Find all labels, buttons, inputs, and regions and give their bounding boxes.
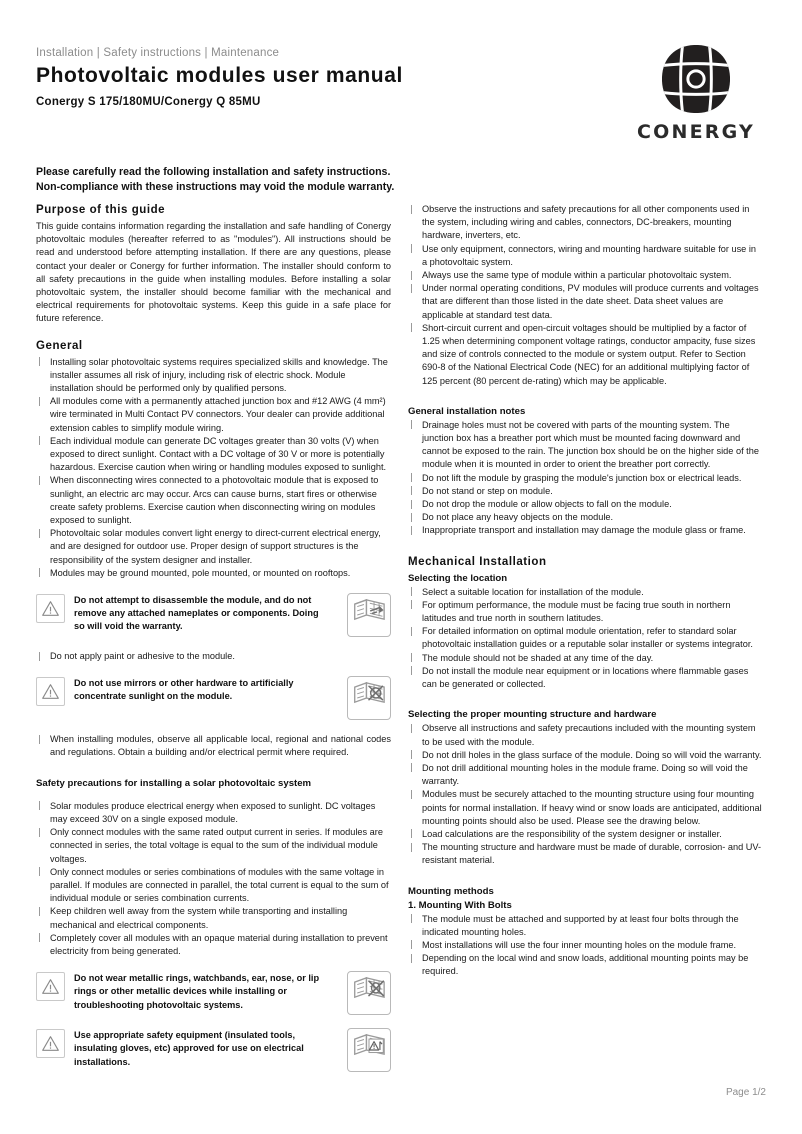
bullet-bar-icon — [39, 397, 40, 406]
list-item — [408, 913, 763, 939]
bullet-bar-icon — [411, 420, 412, 429]
warning-triangle-icon — [36, 594, 65, 623]
after-warning-1-list — [36, 650, 391, 663]
list-item-text: The module must be attached and supported by at least four bolts through the indicated mounting holes. — [422, 913, 739, 937]
warning-triangle-icon — [36, 972, 65, 1001]
list-item-text: Observe all instructions and safety precautions included with the mounting system to be used with the module. — [422, 723, 756, 747]
method-1-list — [408, 913, 763, 979]
list-item — [36, 567, 391, 580]
bullet-bar-icon — [39, 867, 40, 876]
list-item — [36, 826, 391, 866]
brand-logo — [626, 42, 766, 143]
section-heading-mounting-structure: Selecting the proper mounting structure and hardware — [408, 709, 657, 721]
list-item — [408, 282, 763, 322]
list-item — [36, 395, 391, 435]
bullet-bar-icon — [411, 750, 412, 759]
list-item-text: Only connect modules or series combinations of modules with the same voltage in parallel. If modules are connected in parallel, the total current is equal to the sum of individual module or series combination currents. — [50, 866, 389, 904]
bullet-bar-icon — [39, 735, 40, 744]
general-list — [36, 356, 391, 580]
section-heading-purpose: Purpose of this guide — [36, 204, 166, 216]
warning-box-mirrors — [36, 676, 391, 720]
install-notes-list — [408, 419, 763, 538]
list-item-text: Depending on the local wind and snow loads, additional mounting points may be required. — [422, 953, 749, 977]
list-item — [36, 905, 391, 931]
section-heading-safety-precautions: Safety precautions for installing a solar photovoltaic system — [36, 777, 312, 789]
list-item-text: Do not apply paint or adhesive to the module. — [50, 651, 235, 662]
bullet-bar-icon — [39, 933, 40, 942]
list-item-text: Do not place any heavy objects on the module. — [422, 512, 614, 523]
bullet-bar-icon — [39, 436, 40, 445]
list-item — [408, 625, 763, 651]
warning-triangle-glyph — [41, 600, 60, 617]
list-item — [36, 527, 391, 567]
list-item — [408, 788, 763, 828]
purpose-paragraph: This guide contains information regarding the installation and safe handling of Conergy photovoltaic modules (hereafter referred to as "modules"). All instructions should be read and understood before attempting installation. If there are any questions, please contact your dealer or Conergy for further information. The installer should conform to all safety precautions in the guide when installing modules. Before installing a solar photovoltaic system, the installer should become familiar with the mechanical and electrical requirements for photovoltaic systems. Keep this guide in a safe place for future reference. — [36, 221, 391, 324]
bullet-bar-icon — [411, 205, 412, 214]
list-item — [408, 939, 763, 952]
list-item-text: Under normal operating conditions, PV modules will produce currents and voltages that are different than those listed in the date sheet. Data sheet values are applicable at standard test data. — [422, 283, 759, 320]
list-item-text: Only connect modules with the same rated output current in series. If modules are connected in series, the total voltage is equal to the sum of the individual module voltages. — [50, 827, 383, 864]
bullet-bar-icon — [39, 529, 40, 538]
header-kicker: Installation | Safety instructions | Maintenance — [36, 47, 280, 59]
list-item-text: Use only equipment, connectors, wiring and mounting hardware suitable for use in a photovoltaic system. — [422, 243, 756, 267]
list-item-text: The module should not be shaded at any time of the day. — [422, 652, 654, 663]
list-item-text: Modules must be securely attached to the mounting structure using four mounting points for normal installation. If heavy wind or snow loads are anticipated, additional mounting points should also be used. Please see the drawing below. — [422, 789, 762, 826]
list-item — [408, 511, 763, 524]
bullet-bar-icon — [411, 653, 412, 662]
bullet-bar-icon — [411, 513, 412, 522]
bullet-bar-icon — [411, 627, 412, 636]
list-item — [408, 485, 763, 498]
no-disassemble-module-picto-icon — [347, 593, 391, 637]
bullet-bar-icon — [411, 244, 412, 253]
bullet-bar-icon — [411, 724, 412, 733]
section-heading-selecting-location: Selecting the location — [408, 572, 508, 584]
list-item — [408, 524, 763, 537]
list-item-text: Photovoltaic solar modules convert light energy to direct-current electrical energy, and are designed for outdoor use. Proper design of support structures is the responsibility of the system designer and installer. — [50, 528, 381, 565]
list-item — [408, 498, 763, 511]
list-item — [408, 599, 763, 625]
list-item — [408, 722, 763, 748]
warning-triangle-glyph — [41, 1035, 60, 1052]
warning-triangle-glyph — [41, 978, 60, 995]
list-item-text: Select a suitable location for installation of the module. — [422, 586, 644, 597]
bullet-bar-icon — [411, 284, 412, 293]
list-item — [408, 828, 763, 841]
bullet-bar-icon — [411, 600, 412, 609]
section-heading-method-1: 1. Mounting With Bolts — [408, 899, 512, 911]
list-item-text: Do not drill additional mounting holes in the module frame. Doing so will void the warranty. — [422, 762, 748, 787]
list-item-text: Completely cover all modules with an opaque material during installation to prevent electricity from being generated. — [50, 932, 388, 956]
no-mirror-concentration-picto-icon — [347, 676, 391, 720]
list-item — [408, 952, 763, 978]
bullet-bar-icon — [411, 940, 412, 949]
page-title: Photovoltaic modules user manual — [36, 64, 403, 87]
list-item — [36, 932, 391, 958]
list-item — [408, 586, 763, 599]
list-item — [36, 435, 391, 475]
warning-triangle-icon — [36, 1029, 65, 1058]
bullet-bar-icon — [411, 323, 412, 332]
section-heading-mounting-methods: Mounting methods — [408, 885, 494, 897]
warning-box-safety-equipment — [36, 1028, 391, 1072]
no-metallic-jewellery-picto-icon — [347, 971, 391, 1015]
document-header — [36, 46, 766, 146]
location-list — [408, 586, 763, 692]
list-item-text: When installing modules, observe all applicable local, regional and national codes and regulations. Obtain a building and/or electrical permit where required. — [50, 734, 391, 758]
bullet-bar-icon — [39, 568, 40, 577]
warning-triangle-icon — [36, 677, 65, 706]
bullet-bar-icon — [39, 801, 40, 810]
lead-line-2: Non-compliance with these instructions may void the module warranty. — [36, 180, 395, 193]
bullet-bar-icon — [411, 666, 412, 675]
bullet-bar-icon — [411, 486, 412, 495]
list-item — [408, 419, 763, 472]
list-item — [408, 243, 763, 269]
bullet-bar-icon — [411, 954, 412, 963]
list-item-text: All modules come with a permanently attached junction box and #12 AWG (4 mm²) wire terminated in Multi Contact PV connectors. Your dealer can provide additional extension cables to simplify module wiring. — [50, 396, 386, 433]
bullet-bar-icon — [39, 357, 40, 366]
list-item — [36, 650, 391, 663]
section-heading-general: General — [36, 339, 83, 352]
list-item-text: Do not drill holes in the glass surface of the module. Doing so will void the warranty. — [422, 749, 762, 760]
bullet-bar-icon — [411, 763, 412, 772]
list-item — [408, 322, 763, 388]
mounting-structure-list — [408, 722, 763, 867]
list-item-text: Keep children well away from the system while transporting and installing mechanical and electrical components. — [50, 906, 348, 930]
list-item-text: The mounting structure and hardware must be made of durable, corrosion- and UV-resistant material. — [422, 842, 762, 866]
bullet-bar-icon — [39, 652, 40, 661]
list-item — [36, 733, 391, 759]
list-item-text: Do not drop the module or allow objects to fall on the module. — [422, 499, 672, 510]
page-subtitle: Conergy S 175/180MU/Conergy Q 85MU — [36, 96, 261, 108]
after-warning-2-list — [36, 733, 391, 759]
warning-text: Use appropriate safety equipment (insulated tools, insulating gloves, etc) approved for use on electrical installations. — [74, 1030, 304, 1067]
list-item — [408, 841, 763, 867]
bullet-bar-icon — [411, 271, 412, 280]
warning-triangle-glyph — [41, 683, 60, 700]
right-top-list — [408, 203, 763, 388]
use-safety-equipment-picto-icon — [347, 1028, 391, 1072]
bullet-bar-icon — [39, 828, 40, 837]
list-item-text: Solar modules produce electrical energy when exposed to sunlight. DC voltages may exceed 30V on a single exposed module. — [50, 800, 376, 824]
list-item — [408, 665, 763, 691]
bullet-bar-icon — [39, 907, 40, 916]
warning-text: Do not wear metallic rings, watchbands, ear, nose, or lip rings or other metallic devices while installing or troubleshooting photovoltaic systems. — [74, 973, 320, 1010]
list-item — [36, 474, 391, 527]
list-item — [36, 866, 391, 906]
list-item-text: Drainage holes must not be covered with parts of the mounting system. The junction box has a breather port which must be mounted facing downward and cannot be exposed to the rain. The junction box should be on the higher side of the module when it is mounted in order to orient the breather port correctly. — [422, 419, 759, 470]
warning-box-metallic-jewellery — [36, 971, 391, 1015]
list-item — [36, 356, 391, 396]
list-item — [36, 800, 391, 826]
page-footer: Page 1/2 — [725, 1087, 766, 1098]
list-item-text: For optimum performance, the module must be facing true south in northern latitudes and true north in southern latitudes. — [422, 599, 731, 624]
list-item-text: Do not stand or step on module. — [422, 485, 553, 496]
bullet-bar-icon — [411, 829, 412, 838]
list-item-text: Modules may be ground mounted, pole mounted, or mounted on rooftops. — [50, 567, 351, 578]
list-item-text: Do not install the module near equipment or in locations where flammable gases can be generated or collected. — [422, 665, 749, 690]
list-item-text: Do not lift the module by grasping the module's junction box or electrical leads. — [422, 472, 742, 483]
brand-wordmark: CONERGY — [637, 121, 755, 143]
list-item-text: For detailed information on optimal module orientation, refer to standard solar photovoltaic installation guides or a reputable solar installer or systems integrator. — [422, 626, 753, 650]
list-item-text: Inappropriate transport and installation may damage the module glass or frame. — [422, 525, 746, 536]
right-column — [408, 203, 763, 979]
list-item-text: Load calculations are the responsibility of the system designer or installer. — [422, 828, 722, 839]
bullet-bar-icon — [411, 587, 412, 596]
list-item — [408, 749, 763, 762]
list-item — [408, 652, 763, 665]
list-item-text: Each individual module can generate DC voltages greater than 30 volts (V) when exposed to direct sunlight. Contact with a DC voltage of 30 V or more is potentially hazardous. Exercise caution when wiring or handling modules exposed to sunlight. — [50, 435, 387, 473]
list-item-text: When disconnecting wires connected to a photovoltaic module that is exposed to sunlight, an electric arc may occur. Arcs can cause burns, start fires or otherwise create safety problems. Exercise caution when disconnecting wiring on modules exposed to sunlight. — [50, 475, 379, 526]
list-item-text: Short-circuit current and open-circuit voltages should be multiplied by a factor of 1.25 when determining component voltage ratings, conductor ampacity, fuse sizes and size of controls connected to the module or system output. Refer to Section 690-8 of the National Electrical Code (NEC) for an additional multiplying factor of 125 percent (80 percent de-rating) which may be applicable. — [422, 322, 756, 386]
list-item-text: Installing solar photovoltaic systems requires specialized skills and knowledge. The installer assumes all risk of injury, including risk of electric shock. Module installation should be performed only by qualified persons. — [50, 356, 388, 394]
conergy-module-grid-logo-icon — [658, 42, 734, 116]
bullet-bar-icon — [411, 914, 412, 923]
bullet-bar-icon — [411, 790, 412, 799]
lead-notice — [36, 165, 766, 194]
lead-line-1: Please carefully read the following installation and safety instructions. — [36, 166, 391, 178]
bullet-bar-icon — [411, 526, 412, 535]
warning-box-disassemble — [36, 593, 391, 637]
left-column — [36, 203, 391, 1072]
bullet-bar-icon — [411, 843, 412, 852]
list-item-text: Most installations will use the four inner mounting holes on the module frame. — [422, 939, 737, 950]
bullet-bar-icon — [39, 476, 40, 485]
list-item — [408, 269, 763, 282]
list-item-text: Always use the same type of module within a particular photovoltaic system. — [422, 270, 732, 281]
section-heading-install-notes: General installation notes — [408, 405, 526, 417]
list-item — [408, 203, 763, 243]
bullet-bar-icon — [411, 500, 412, 509]
list-item — [408, 472, 763, 485]
bullet-bar-icon — [411, 473, 412, 482]
list-item-text: Observe the instructions and safety precautions for all other components used in the system, including wiring and cables, connectors, DC-breakers, mounting hardware, inverters, etc. — [422, 204, 750, 241]
warning-text: Do not attempt to disassemble the module, and do not remove any attached nameplates or components. Doing so will void the warranty. — [74, 595, 319, 632]
safety-precautions-list — [36, 800, 391, 958]
list-item — [408, 762, 763, 788]
warning-text: Do not use mirrors or other hardware to artificially concentrate sunlight on the module. — [74, 678, 294, 702]
section-heading-mechanical-installation: Mechanical Installation — [408, 555, 547, 568]
